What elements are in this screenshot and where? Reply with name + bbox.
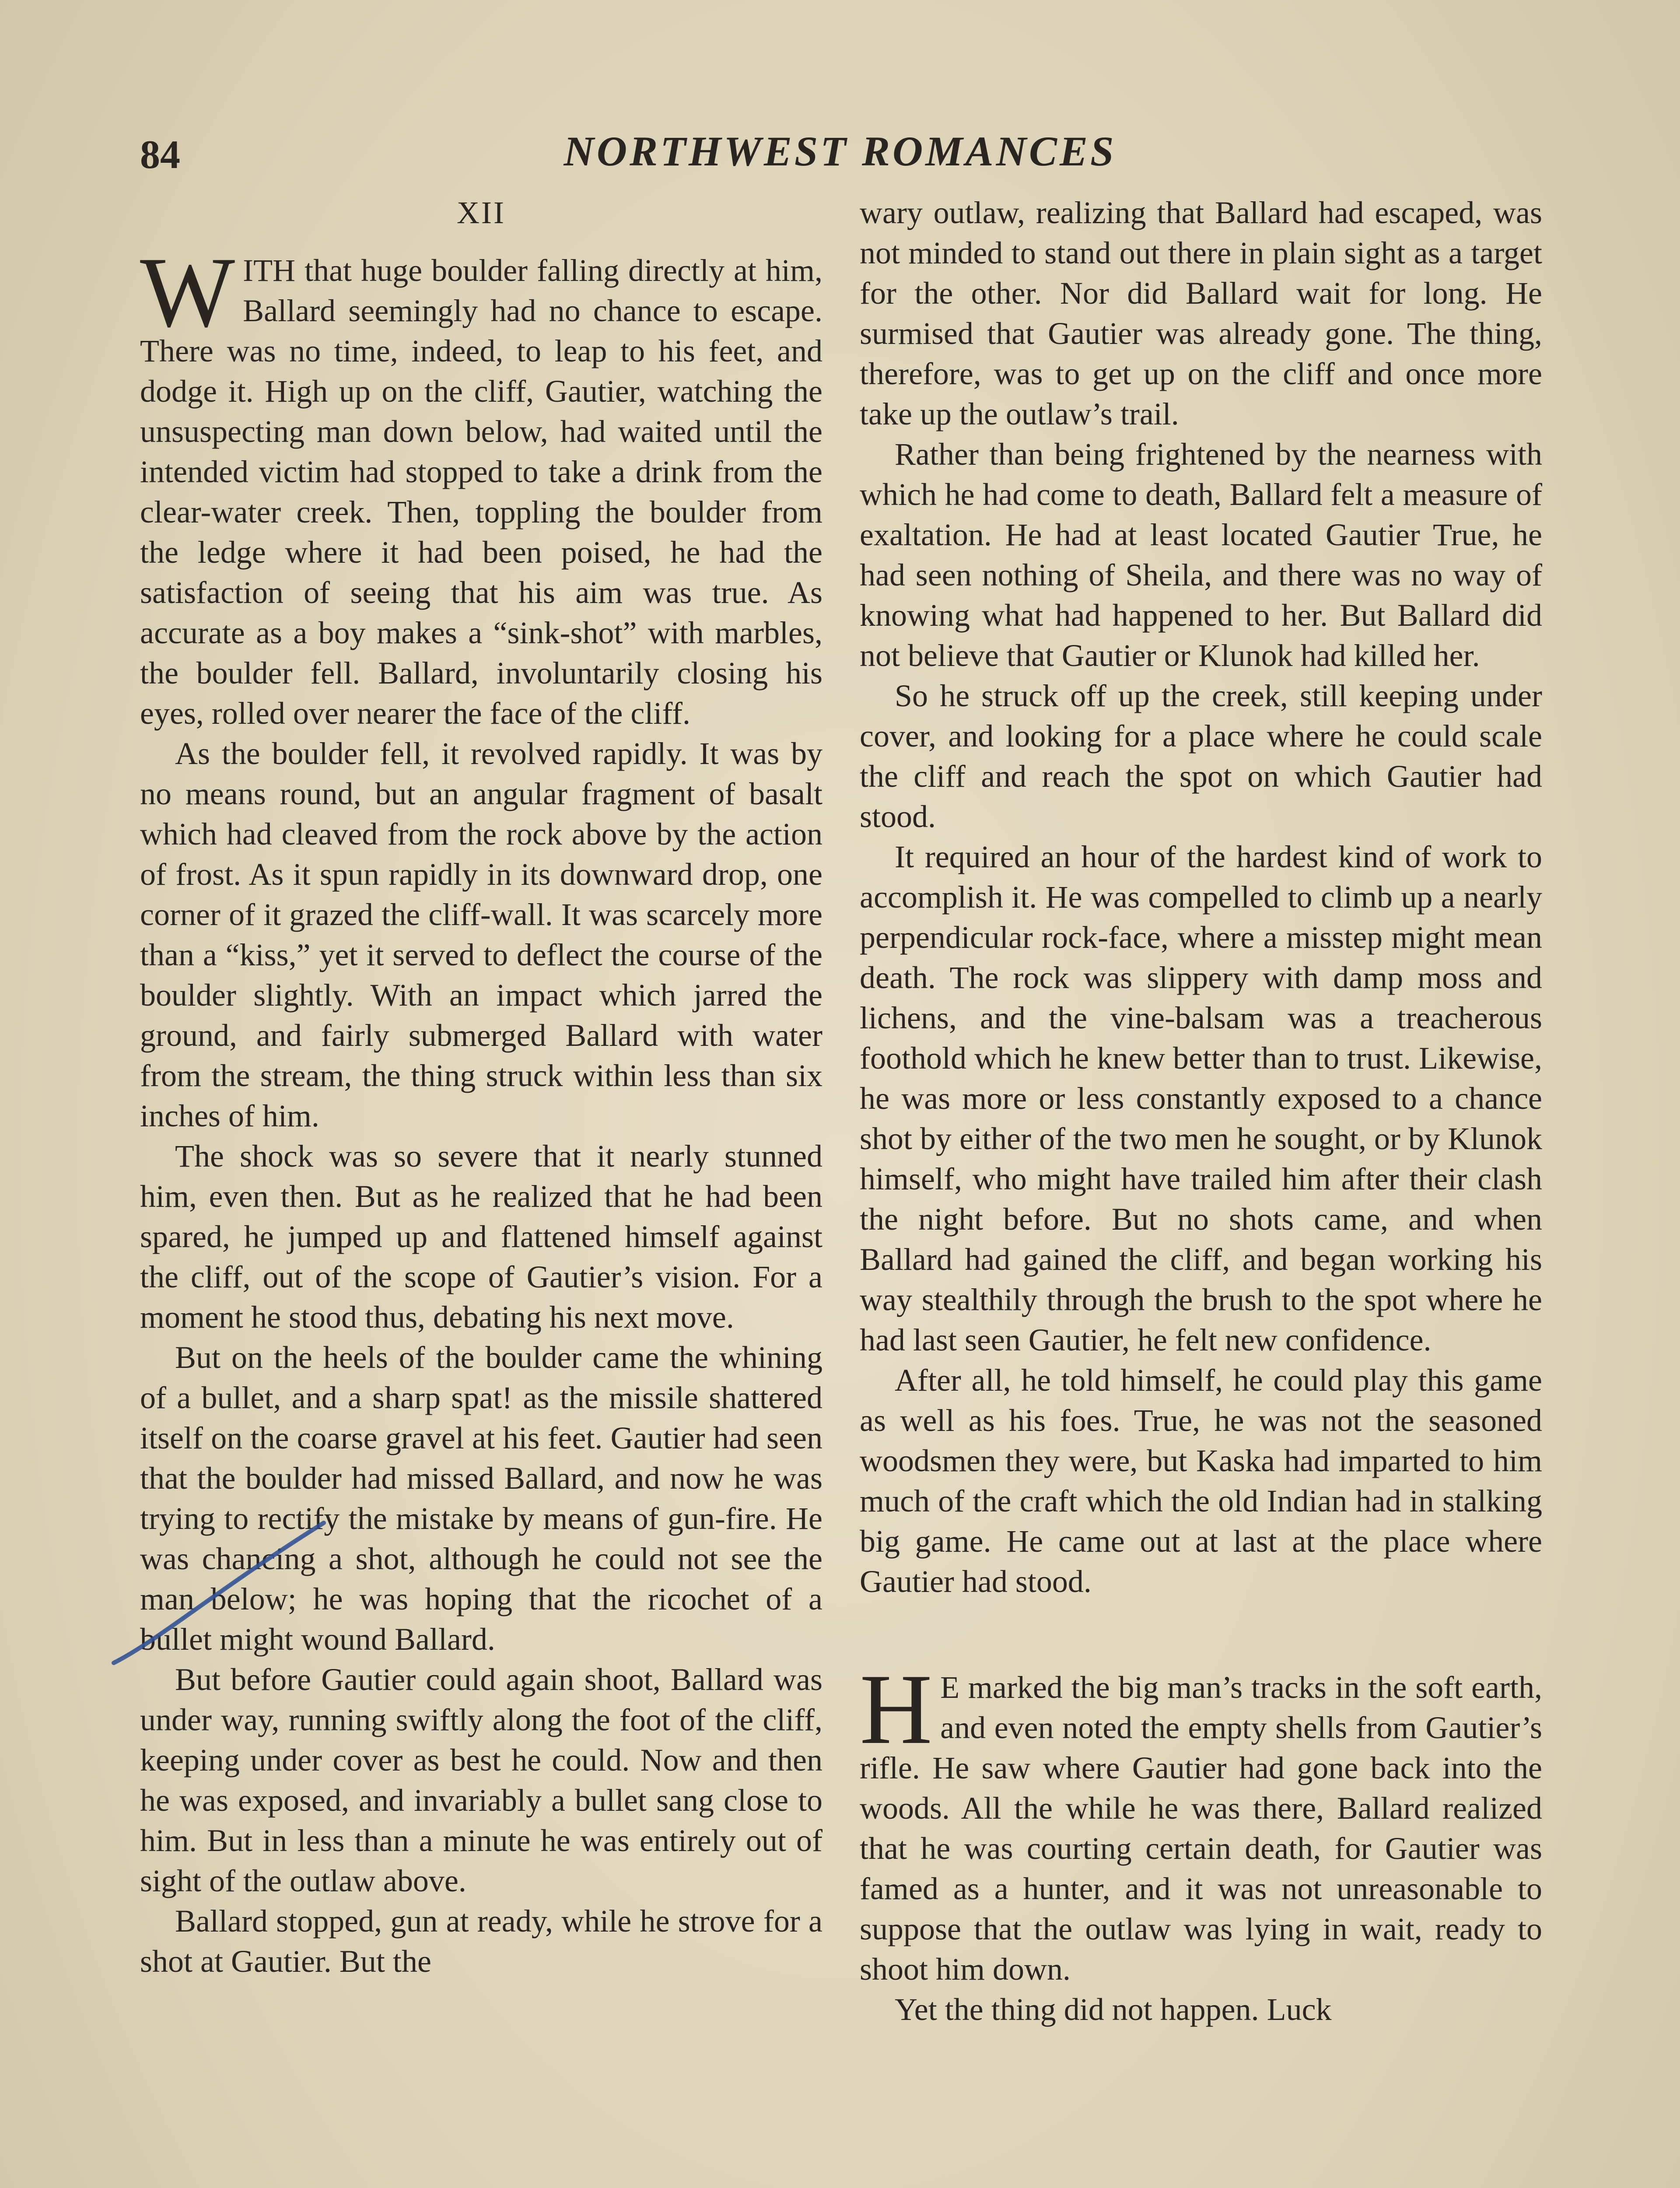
paragraph: wary outlaw, realizing that Ballard had escaped, was not minded to stand out there in plain sight as a target for the other. Nor did Ballard wait for long. He surmised that Gautier was already gone. The thing, therefore, was to get up on the cliff and once more take up the outlaw’s trail. xyxy=(860,195,1542,431)
pen-mark-icon xyxy=(105,1457,332,1685)
paragraph: It required an hour of the hardest kind of work to accomplish it. He was compelled to climb up a nearly perpendicular rock-face, where a misstep might mean death. The rock was slippery with damp moss and lichens, and the vine-balsam was a treacherous foothold which he knew better than to trust. Likewise, he was more or less constantly exposed to a chance shot by either of the two men he sought, or by Klunok himself, who might have trailed him after their clash the night before. But no shots came, and when Ballard had gained the cliff, and began working his way stealthily through the brush to the spot where he had last seen Gautier, he felt new confidence. xyxy=(860,839,1542,1357)
page-number: 84 xyxy=(140,132,180,177)
paragraph-text: ITH that huge boulder falling directly at him, Ballard seemingly had no chance to escape. There was no time, indeed, to leap to his feet, and dodge it. High up on the cliff, Gautier, watching the unsuspecting man down below, had waited until the intended victim had stopped to take a drink from the clear-water creek. Then, toppling the boulder from the ledge where it had been poised, he had the satisfaction of seeing that his aim was true. As accurate as a boy makes a “sink-shot” with marbles, the boulder fell. Ballard, involuntarily closing his eyes, rolled over nearer the face of the cliff. xyxy=(140,253,822,731)
paragraph: The shock was so severe that it nearly stunned him, even then. But as he realized that he had been spared, he jumped up and flattened himself against the cliff, out of the scope of Gautier’s vision. For a moment he stood thus, debating his next move. xyxy=(140,1139,822,1335)
paragraph: Yet the thing did not happen. Luck xyxy=(895,1992,1332,2027)
paragraph xyxy=(860,1653,1542,1989)
paragraph: So he struck off up the creek, still keeping under cover, and looking for a place where he could scale the cliff and reach the spot on which Gautier had stood. xyxy=(860,678,1542,834)
drop-cap: W xyxy=(140,236,235,348)
chapter-heading: XII xyxy=(457,195,506,230)
section-break xyxy=(860,1602,1542,1667)
right-column xyxy=(860,193,1542,2030)
left-column xyxy=(140,193,822,1981)
paragraph: After all, he told himself, he could play this game as well as his foes. True, he was not the seasoned woodsmen they were, but Kaska had imparted to him much of the craft which the old Indian had in stalking big game. He came out at last at the place where Gautier had stood. xyxy=(860,1363,1542,1599)
paragraph: Rather than being frightened by the nearness with which he had come to death, Ballard felt a measure of exaltation. He had at least located Gautier True, he had seen nothing of Sheila, and there was no way of knowing what had happened to her. But Ballard did not believe that Gautier or Klunok had killed her. xyxy=(860,437,1542,673)
paragraph: But on the heels of the boulder came the whining of a bullet, and a sharp spat! as the missile shattered itself on the coarse gravel at his feet. Gautier had seen that the boulder had missed Ballard, and now he was trying to rectify the mistake by means of gun-fire. He was chancing a shot, although he could not see the man below; he was hoping that the ricochet of a bullet might wound Ballard. xyxy=(140,1340,822,1657)
paragraph-text: E marked the big man’s tracks in the soft earth, and even noted the empty shells from Gautier’s rifle. He saw where Gautier had gone back into the woods. All the while he was there, Ballard realized that he was courting certain death, for Gautier was famed as a hunter, and it was not unreasonable to suppose that the outlaw was lying in wait, ready to shoot him down. xyxy=(860,1670,1542,1987)
paragraph: But before Gautier could again shoot, Ballard was under way, running swiftly along the foot of the cliff, keeping under cover as best he could. Now and then he was exposed, and invariably a bullet sang close to him. But in less than a minute he was entirely out of sight of the outlaw above. xyxy=(140,1662,822,1898)
paragraph: As the boulder fell, it revolved rapidly. It was by no means round, but an angular fragment of basalt which had cleaved from the rock above by the action of frost. As it spun rapidly in its downward drop, one corner of it grazed the cliff-wall. It was scarcely more than a “kiss,” yet it served to deflect the course of the boulder slightly. With an impact which jarred the ground, and fairly submerged Ballard with water from the stream, the thing struck within less than six inches of him. xyxy=(140,736,822,1133)
drop-cap: H xyxy=(860,1653,933,1765)
paragraph xyxy=(140,236,822,733)
magazine-title: NORTHWEST ROMANCES xyxy=(564,128,1116,175)
paragraph: Ballard stopped, gun at ready, while he strove for a shot at Gautier. But the xyxy=(140,1904,822,1979)
page-header xyxy=(0,127,1680,188)
